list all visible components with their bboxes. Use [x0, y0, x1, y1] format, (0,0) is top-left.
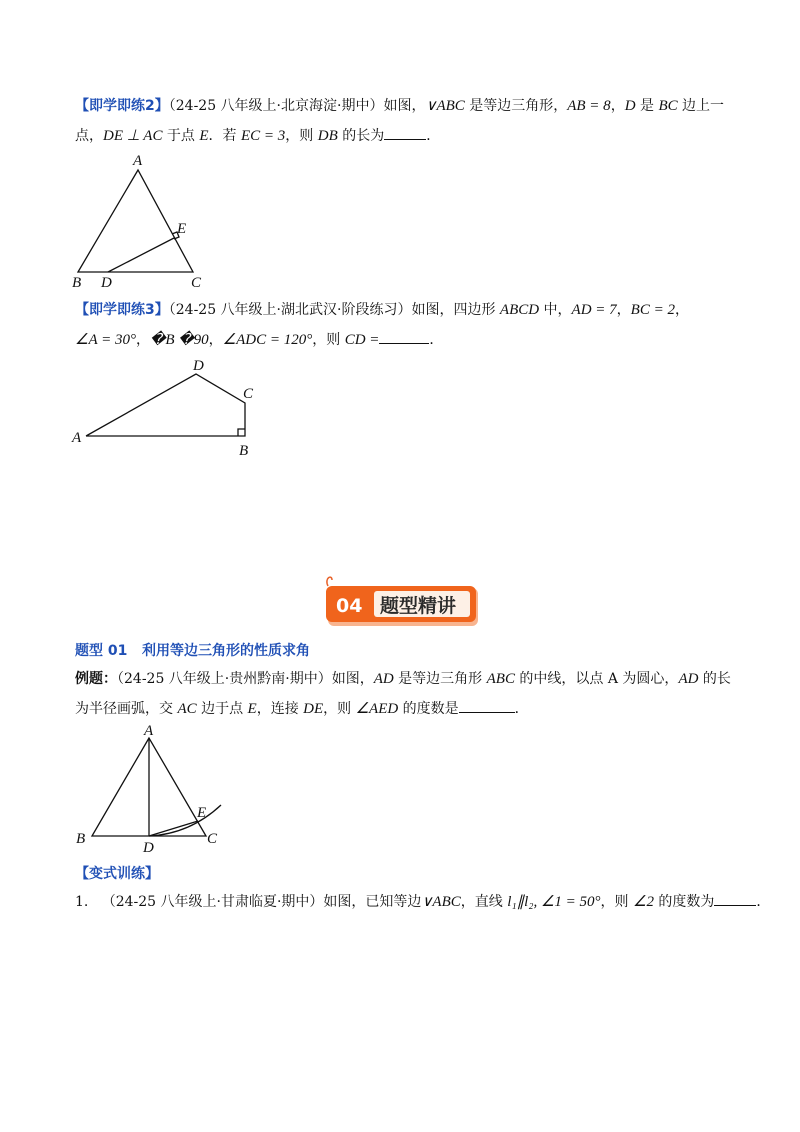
text: ，则: [600, 894, 633, 910]
banner-title: 题型精讲: [380, 595, 457, 617]
text: 的中线，以点 A 为圆心，: [514, 671, 679, 687]
text: ．若: [208, 128, 241, 144]
math-angle-a: ∠A = 30°: [75, 332, 136, 348]
practice-tag-end: 】: [154, 302, 169, 318]
math-ab: AB = 8: [567, 98, 611, 114]
math-cd: CD =: [344, 332, 380, 348]
text: 的度数是: [398, 701, 459, 717]
practice-number: 2: [145, 98, 155, 114]
text: ，则: [312, 332, 345, 348]
text: 的长: [698, 671, 731, 687]
practice-tag-text: 【即学即练: [75, 98, 145, 114]
math-abc: ABC: [486, 671, 515, 687]
math-angle-b-garbled: �B �90: [149, 332, 209, 348]
math-de-perp-ac: DE ⊥ AC: [103, 128, 163, 144]
type-title: 利用等边三角形的性质求角: [141, 643, 310, 659]
text: 是等边三角形，: [464, 98, 568, 114]
math-abcd: ABCD: [499, 302, 540, 318]
label-c: C: [243, 386, 254, 402]
text: ．: [426, 128, 441, 144]
label-e: E: [177, 221, 187, 237]
text: ，则: [285, 128, 318, 144]
text: 是: [635, 98, 659, 114]
text: ，: [208, 332, 223, 348]
label-b: B: [239, 443, 249, 459]
math-e: E: [199, 128, 209, 144]
segment-de: [149, 821, 198, 836]
math-de: DE: [303, 701, 324, 717]
label-b: B: [76, 831, 86, 847]
label-d: D: [143, 840, 154, 856]
label-e: E: [197, 805, 207, 821]
practice-tag-text: 【即学即练: [75, 302, 145, 318]
label-c: C: [191, 275, 202, 291]
text: ．: [429, 332, 444, 348]
text: ，: [616, 302, 631, 318]
math-angle-aed: ∠AED: [355, 701, 399, 717]
text: ．: [756, 894, 771, 910]
text: ．: [514, 701, 529, 717]
label-d: D: [101, 275, 112, 291]
math-parallel-lines: l₁∥l₂, ∠1 = 50°: [507, 894, 601, 910]
math-triangle: ∨ABC: [421, 894, 461, 910]
text: 边上一: [677, 98, 725, 114]
question-1: [75, 891, 770, 912]
banner-number: 04: [336, 595, 363, 617]
math-ad: AD = 7: [571, 302, 617, 318]
label-a: A: [133, 153, 143, 169]
source-text: （24-25 八年级上·甘肃临夏·期中）如图，已知等边: [101, 894, 422, 910]
text: 为半径画弧，交: [75, 701, 178, 717]
label-b: B: [72, 275, 82, 291]
text: 中，: [539, 302, 572, 318]
source-text: （24-25 八年级上·贵州黔南·期中）如图，: [117, 671, 374, 687]
text: ，直线: [460, 894, 508, 910]
text: 的度数为: [653, 894, 715, 910]
practice-tag-end: 】: [154, 98, 169, 114]
variant-label: 【变式训练】: [75, 866, 159, 882]
text: 的长为: [337, 128, 385, 144]
text: 点，: [75, 128, 103, 144]
label-c: C: [207, 831, 218, 847]
source-text: （24-25 八年级上·北京海淀·期中）如图，: [168, 98, 426, 114]
text: 边于点: [196, 701, 248, 717]
math-bc: BC: [658, 98, 678, 114]
math-angle-2: ∠2: [633, 894, 654, 910]
math-ad: AD: [678, 671, 699, 687]
math-bc: BC = 2: [630, 302, 675, 318]
math-db: DB: [317, 128, 338, 144]
text: ，: [674, 302, 689, 318]
text: ，: [135, 332, 150, 348]
math-ac: AC: [177, 701, 197, 717]
math-d: D: [624, 98, 636, 114]
variant-heading: [75, 864, 159, 884]
answer-blank: [714, 891, 756, 906]
question-number: 1.: [75, 894, 89, 910]
label-a: A: [72, 430, 82, 446]
math-triangle: ∨ABC: [425, 98, 465, 114]
math-angle-adc: ∠ADC = 120°: [222, 332, 313, 348]
text: ，: [610, 98, 625, 114]
text: ，则: [323, 701, 356, 717]
example-label: 例题：: [75, 671, 117, 687]
text: 是等边三角形: [393, 671, 487, 687]
math-ad: AD: [373, 671, 394, 687]
label-a: A: [144, 723, 154, 739]
type-label: 题型 01: [75, 643, 128, 659]
text: 于点: [162, 128, 200, 144]
source-text: （24-25 八年级上·湖北武汉·阶段练习）如图，四边形: [168, 302, 500, 318]
math-e: E: [247, 701, 257, 717]
practice-number: 3: [145, 302, 155, 318]
math-ec: EC = 3: [241, 128, 286, 144]
label-d: D: [193, 358, 204, 374]
text: ，连接: [256, 701, 304, 717]
